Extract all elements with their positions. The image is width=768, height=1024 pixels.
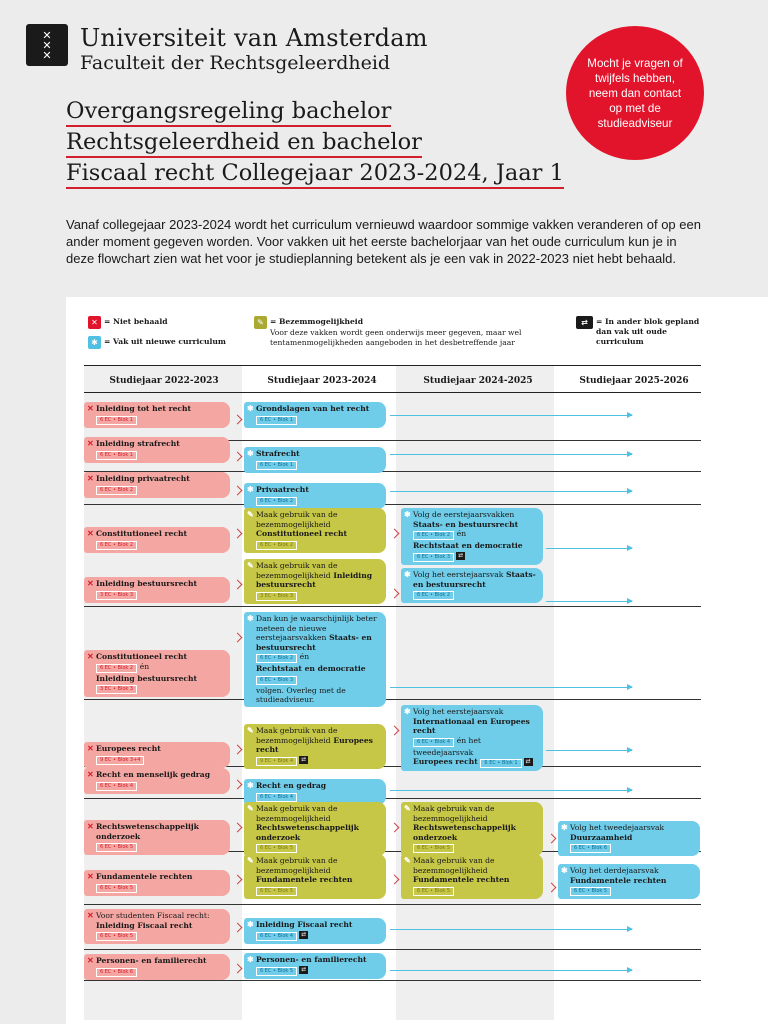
arrow-line xyxy=(390,790,632,791)
cross-icon: ✕ xyxy=(87,528,94,538)
course-box xyxy=(244,779,386,805)
course-note: Maak gebruik van de bezemmogelijkheid xyxy=(256,804,338,823)
asterisk-icon: ✱ xyxy=(247,954,254,964)
asterisk-icon: ✱ xyxy=(247,613,254,623)
swap-icon: ⇄ xyxy=(301,755,307,763)
course-note: Volg het derdejaarsvak xyxy=(570,866,659,875)
ec-badge: 6 EC • Blok 4 xyxy=(256,793,297,802)
ec-badge: 6 EC • Blok 6 xyxy=(96,968,137,977)
course-box xyxy=(84,577,230,603)
ec-badge: 6 EC • Blok 5 xyxy=(256,844,297,853)
ec-badge: 9 EC • Blok 4 xyxy=(256,757,297,766)
course-box xyxy=(84,650,230,697)
ec-badge: 6 EC • Blok 2 xyxy=(256,541,297,550)
course-title: Europees recht xyxy=(413,757,478,766)
course-box xyxy=(244,854,386,899)
ec-badge: 6 EC • Blok 1 xyxy=(256,461,297,470)
course-title: Constitutioneel recht xyxy=(256,529,347,538)
column-header-2025: Studiejaar 2025-2026 xyxy=(579,376,689,386)
broom-icon: ✎ xyxy=(404,855,411,865)
arrow-line xyxy=(546,548,632,549)
course-box xyxy=(84,402,230,428)
cross-icon: ✕ xyxy=(87,743,94,753)
course-box xyxy=(244,802,386,856)
asterisk-icon: ✱ xyxy=(247,403,254,413)
column-header-2023: Studiejaar 2023-2024 xyxy=(267,376,377,386)
course-title: Internationaal en Europees recht xyxy=(413,716,530,735)
broom-icon: ✎ xyxy=(247,560,254,570)
course-box xyxy=(244,612,386,707)
row-separator xyxy=(84,606,701,607)
ec-badge: 6 EC • Blok 5 xyxy=(256,967,297,976)
cross-icon: ✕ xyxy=(87,438,94,448)
ec-badge: 3 EC • Blok 3 xyxy=(256,592,297,601)
course-title: Rechtstaat en democratie xyxy=(256,664,366,673)
ec-badge: 6 EC • Blok 6 xyxy=(570,844,611,853)
cross-icon: ✕ xyxy=(87,578,94,588)
ec-badge: 6 EC • Blok 5 xyxy=(256,887,297,896)
ec-badge: 6 EC • Blok 2 xyxy=(413,591,454,600)
faculty-name: Faculteit der Rechtsgeleerdheid xyxy=(80,52,391,74)
course-title: Staats- en bestuursrecht xyxy=(256,633,372,652)
course-title: Fundamentele rechten xyxy=(413,875,510,884)
course-box xyxy=(244,508,386,553)
ec-badge: 6 EC • Blok 1 xyxy=(480,759,521,768)
course-title: Grondslagen van het recht xyxy=(256,404,370,413)
arrow-line xyxy=(390,929,632,930)
ec-badge: 6 EC • Blok 3 xyxy=(256,676,297,685)
course-title: Duurzaamheid xyxy=(570,832,633,842)
course-box xyxy=(84,742,230,768)
course-note: Maak gebruik van de bezemmogelijkheid xyxy=(413,804,495,823)
arrow-line xyxy=(390,454,632,455)
asterisk-icon: ✱ xyxy=(404,706,411,716)
cross-icon: ✕ xyxy=(87,871,94,881)
course-box xyxy=(558,864,700,899)
course-box xyxy=(244,402,386,428)
course-title: Inleiding Fiscaal recht xyxy=(256,920,353,929)
course-title: Inleiding Fiscaal recht xyxy=(96,920,193,930)
course-note: Volg het eerstejaarsvak xyxy=(413,570,504,579)
swap-icon: ⇄ xyxy=(458,551,464,559)
ec-badge: 6 EC • Blok 2 xyxy=(96,486,137,495)
course-title: Inleiding bestuursrecht xyxy=(96,579,198,588)
course-title: Europees recht xyxy=(96,744,161,753)
ec-badge: 6 EC • Blok 1 xyxy=(96,416,137,425)
course-box xyxy=(84,768,230,794)
course-box xyxy=(244,447,386,473)
arrow-line xyxy=(390,415,632,416)
course-connector: én het tweedejaarsvak xyxy=(413,735,481,757)
course-title: Europees recht xyxy=(256,735,373,754)
contact-circle: Mocht je vragen of twijfels hebben, neem dan contact op met de studieadviseur xyxy=(566,26,704,160)
course-title: Constitutioneel recht xyxy=(96,529,187,538)
ec-badge: 6 EC • Blok 2 xyxy=(256,654,297,663)
course-title: Privaatrecht xyxy=(256,485,309,494)
cross-icon: ✕ xyxy=(87,955,94,965)
row-separator xyxy=(84,980,701,981)
cross-icon: ✕ xyxy=(87,910,94,920)
course-title: Recht en menselijk gedrag xyxy=(96,770,211,779)
course-connector: én xyxy=(139,661,150,671)
asterisk-icon: ✱ xyxy=(247,448,254,458)
course-title: Inleiding strafrecht xyxy=(96,439,180,448)
course-note: Maak gebruik van de bezemmogelijkheid xyxy=(256,726,338,745)
course-title: Staats- en bestuursrecht xyxy=(413,570,536,589)
cross-icon: ✕ xyxy=(88,316,101,329)
arrow-line xyxy=(546,601,632,602)
course-box xyxy=(401,568,543,603)
ec-badge: 6 EC • Blok 1 xyxy=(96,451,137,460)
asterisk-icon: ✱ xyxy=(88,336,101,349)
course-title: Inleiding bestuursrecht xyxy=(256,570,373,589)
course-title: Inleiding privaatrecht xyxy=(96,474,190,483)
course-note: Maak gebruik van de bezemmogelijkheid xyxy=(413,856,495,875)
ec-badge: 6 EC • Blok 5 xyxy=(413,844,454,853)
ec-badge: 6 EC • Blok 5 xyxy=(570,887,611,896)
course-box xyxy=(84,527,230,553)
course-box xyxy=(401,854,543,899)
row-separator xyxy=(84,504,701,505)
cross-icon: ✕ xyxy=(87,821,94,831)
course-title: Strafrecht xyxy=(256,449,300,458)
broom-icon: ✎ xyxy=(247,855,254,865)
swap-icon: ⇄ xyxy=(301,965,307,973)
ec-badge: 6 EC • Blok 4 xyxy=(413,738,454,747)
course-box xyxy=(244,918,386,944)
asterisk-icon: ✱ xyxy=(404,569,411,579)
asterisk-icon: ✱ xyxy=(247,780,254,790)
course-note: Maak gebruik van de bezemmogelijkheid xyxy=(256,856,338,875)
broom-icon: ✎ xyxy=(254,316,267,329)
ec-badge: 6 EC • Blok 4 xyxy=(256,932,297,941)
course-title: Personen- en familierecht xyxy=(256,955,367,964)
course-title: Fundamentele rechten xyxy=(256,875,353,884)
asterisk-icon: ✱ xyxy=(247,919,254,929)
broom-icon: ✎ xyxy=(247,509,254,519)
course-connector: én xyxy=(456,529,467,538)
row-separator xyxy=(84,904,701,905)
ec-badge: 6 EC • Blok 5 xyxy=(413,887,454,896)
arrow-line xyxy=(390,970,632,971)
arrow-line xyxy=(390,687,632,688)
ec-badge: 6 EC • Blok 4 xyxy=(96,782,137,791)
course-title: Inleiding bestuursrecht xyxy=(96,673,198,683)
ec-badge: 3 EC • Blok 3 xyxy=(96,685,137,694)
course-title: Rechtswetenschappelijk onderzoek xyxy=(256,823,359,842)
ec-badge: 6 EC • Blok 2 xyxy=(256,497,297,506)
course-title: Rechtstaat en democratie xyxy=(413,541,523,550)
asterisk-icon: ✱ xyxy=(404,509,411,519)
course-title: Personen- en familierecht xyxy=(96,956,207,965)
course-title: Fundamentele rechten xyxy=(570,875,667,885)
page-title: Overgangsregeling bachelor Rechtsgeleerdheid en bachelor Fiscaal recht Collegejaar 2023-2024, Jaar 1 xyxy=(66,96,564,189)
course-note: Maak gebruik van de bezemmogelijkheid xyxy=(256,510,338,529)
course-box xyxy=(244,953,386,979)
cross-icon: ✕ xyxy=(87,651,94,661)
cross-icon: ✕ xyxy=(87,403,94,413)
course-note: Volg de eerstejaarsvakken xyxy=(413,510,515,519)
course-box xyxy=(401,508,543,565)
ec-badge: 3 EC • Blok 3 xyxy=(96,591,137,600)
course-box xyxy=(84,437,230,463)
course-box xyxy=(84,870,230,896)
row-separator xyxy=(84,699,701,700)
course-box xyxy=(244,559,386,604)
ec-badge: 6 EC • Blok 2 xyxy=(413,531,454,540)
ec-badge: 6 EC • Blok 3 xyxy=(413,553,454,562)
course-note: Maak gebruik van de bezemmogelijkheid xyxy=(256,561,338,580)
course-box xyxy=(401,705,543,771)
column-header-2024: Studiejaar 2024-2025 xyxy=(423,376,533,386)
uva-logo: ✕ ✕ ✕ xyxy=(26,24,68,66)
swap-icon: ⇄ xyxy=(576,316,593,329)
course-box xyxy=(244,483,386,509)
ec-badge: 9 EC • Blok 3+4 xyxy=(96,756,144,765)
course-note: Volg het eerstejaarsvak xyxy=(413,707,504,716)
course-box xyxy=(244,724,386,769)
arrow-line xyxy=(546,750,632,751)
course-title: Rechtswetenschappelijk onderzoek xyxy=(413,823,516,842)
ec-badge: 6 EC • Blok 1 xyxy=(256,416,297,425)
course-note: volgen. Overleg met de studieadviseur. xyxy=(256,685,346,704)
course-connector: én xyxy=(299,652,310,661)
flowchart-panel: ✕ = Niet behaald ✱ = Vak uit nieuwe curriculum ✎ = Bezemmogelijkheid Voor deze vakken wordt geen onderwijs meer gegeven, maar wel tentamenmogelijkheden aangeboden in het desbetreffende jaar ⇄ = In ander blok gepland dan vak uit oude curriculum Studiejaar 2022-2023 Studiejaar 2023-2024 Studiejaar 2024-2025 Studiejaar 2025-2026 ✕ Inleiding tot het recht 6 EC • Blok 1 ✱ Grondslagen van het recht 6 EC • Blok 1 ✕ Inleiding strafrecht 6 EC • Blok 1 ✱ Strafrecht 6 EC • Blok 1 ✕ Inleiding privaatrecht 6 EC • Blok 2 ✱ Privaatrecht 6 EC • Blok 2 ✕ Constitutioneel recht 6 EC • Blok 2 ✎ Maak gebruik van de bezemmogelijkheid Constitutioneel recht 6 EC • Blok 2 ✱ Volg de eerstejaarsvakken Staats- en bestuursrecht 6 EC • Blok 2 én Rechtstaat en democratie 6 EC • Blok 3 ⇄ ✕ Inleiding bestuursrecht 3 EC • Blok 3 ✎ Maak gebruik van de bezemmogelijkheid Inleiding bestuursrecht 3 EC • Blok 3 ✱ Volg het eerstejaarsvak Staats- en bestuursrecht 6 EC • Blok 2 ✕ Constitutioneel recht 6 EC • Blok 2 én Inleiding bestuursrecht 3 EC • Blok 3 ✱ Dan kun je waarschijnlijk beter meteen de nieuwe eerstejaarsvakken Staats- en bestuursrecht 6 EC • Blok 2 én Rechtstaat en democratie 6 EC • Blok 3 volgen. Overleg met de studieadviseur. ✕ Europees recht 9 EC • Blok 3+4 ✎ Maak gebruik van de bezemmogelijkheid Europees recht 9 EC • Blok 4 ⇄ ✱ Volg het eerstejaarsvak Internationaal en Europees recht 6 EC • Blok 4 én het tweedejaarsvak Europees recht 6 EC • Blok 1 ⇄ ✕ Recht en menselijk gedrag 6 EC • Blok 4 ✱ Recht en gedrag 6 EC • Blok 4 ✕ Rechtswetenschappelijk onderzoek 6 EC • Blok 5 ✎ Maak gebruik van de bezemmogelijkheid Rechtswetenschappelijk onderzoek 6 EC • Blok 5 ✎ Maak gebruik van de bezemmogelijkheid Rechtswetenschappelijk onderzoek 6 EC • Blok 5 ✱ Volg het tweedejaarsvak Duurzaamheid 6 EC • Blok 6 ✕ Fundamentele rechten 6 EC • Blok 5 ✎ Maak gebruik van de bezemmogelijkheid Fundamentele rechten 6 EC • Blok 5 ✎ Maak gebruik van de bezemmogelijkheid Fundamentele rechten 6 EC • Blok 5 ✱ Volg het derdejaarsvak Fundamentele rechten 6 EC • Blok 5 ✕ Voor studenten Fiscaal recht: Inleiding Fiscaal recht 6 EC • Blok 5 ✱ Inleiding Fiscaal recht 6 EC • Blok 4 ⇄ ✕ Personen- en familierecht 6 EC • Blok 6 ✱ Personen- en familierecht 6 EC • Blok 5 ⇄ xyxy=(66,297,768,1024)
university-name: Universiteit van Amsterdam xyxy=(80,24,428,52)
ec-badge: 6 EC • Blok 5 xyxy=(96,932,137,941)
cross-icon: ✕ xyxy=(87,769,94,779)
course-title: Constitutioneel recht xyxy=(96,652,187,661)
broom-icon: ✎ xyxy=(247,803,254,813)
column-header-2022: Studiejaar 2022-2023 xyxy=(109,376,219,386)
course-box xyxy=(84,820,230,855)
course-box xyxy=(558,821,700,856)
course-box xyxy=(84,909,230,944)
course-note: Dan kun je waarschijnlijk beter meteen de nieuwe eerstejaarsvakken xyxy=(256,614,377,642)
ec-badge: 6 EC • Blok 5 xyxy=(96,884,137,893)
ec-badge: 6 EC • Blok 5 xyxy=(96,843,137,852)
asterisk-icon: ✱ xyxy=(561,865,568,875)
course-title: Rechtswetenschappelijk onderzoek xyxy=(96,822,199,841)
course-box xyxy=(84,954,230,980)
broom-icon: ✎ xyxy=(247,725,254,735)
asterisk-icon: ✱ xyxy=(561,822,568,832)
course-note: Voor studenten Fiscaal recht: xyxy=(96,911,210,920)
cross-icon: ✕ xyxy=(87,473,94,483)
course-title: Fundamentele rechten xyxy=(96,872,193,881)
swap-icon: ⇄ xyxy=(525,758,531,765)
course-box xyxy=(401,802,543,856)
ec-badge: 6 EC • Blok 2 xyxy=(96,664,137,673)
course-title: Inleiding tot het recht xyxy=(96,404,192,413)
ec-badge: 6 EC • Blok 2 xyxy=(96,541,137,550)
row-separator xyxy=(84,949,701,950)
swap-icon: ⇄ xyxy=(301,930,307,938)
intro-text: Vanaf collegejaar 2023-2024 wordt het curriculum vernieuwd waardoor sommige vakken veranderen of op een ander moment gegeven worden. Voor vakken uit het eerste bachelorjaar van het oude curriculum kun je in deze flowchart zien wat het voor je studieplanning betekent als je een vak in 2022-2023 niet hebt behaald. xyxy=(66,217,701,266)
course-title: Staats- en bestuursrecht xyxy=(413,519,519,529)
course-note: Volg het tweedejaarsvak xyxy=(570,823,665,832)
asterisk-icon: ✱ xyxy=(247,484,254,494)
arrow-line xyxy=(390,491,632,492)
row-separator xyxy=(84,798,701,799)
course-box xyxy=(84,472,230,498)
broom-icon: ✎ xyxy=(404,803,411,813)
course-title: Recht en gedrag xyxy=(256,781,327,790)
